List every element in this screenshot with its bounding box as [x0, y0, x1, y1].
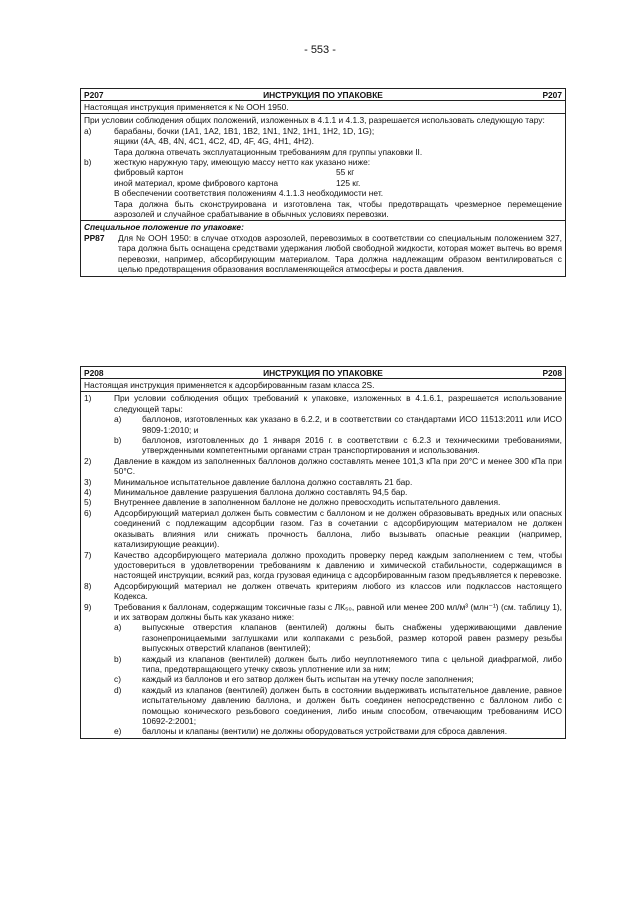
p208-item-number: 7) [84, 549, 92, 560]
p208-subitem-label: c) [114, 674, 121, 685]
p207-pp-code: PP87 [84, 232, 105, 243]
p208-subitem-label: e) [114, 726, 122, 737]
p208-item-number: 8) [84, 580, 92, 591]
p208-item-text: Давление в каждом из заполненных баллонов должно составлять менее 101,3 кПа при 20°С и менее 300 кПа при 50°С. [114, 455, 562, 477]
p207-intro: При условии соблюдения общих положений, изложенных в 4.1.1 и 4.1.3, разрешается использовать следующую тару: [84, 115, 545, 126]
p207-weight-2-label: иной материал, кроме фибрового картона [114, 177, 279, 188]
p208-item-text: Адсорбирующий материал должен быть совместим с баллоном и не должен образовывать вредных или опасных соединений с подлежащим адсорбции газом. Газ в сочетании с адсорбирующим материалом не должен оказывать влияния или снижать прочность баллона, либо вызывать опасные реакции (например, катализирующие реакции). [114, 507, 562, 550]
p208-item-number: 4) [84, 487, 92, 498]
p207-item-a-line1: барабаны, бочки (1A1, 1A2, 1B1, 1B2, 1N1, 1N2, 1H1, 1H2, 1D, 1G); [114, 125, 375, 136]
p207-item-b-line2: В обеспечении соответствия положениям 4.1.1.3 необходимости нет. [114, 188, 384, 199]
p207-item-b [84, 157, 562, 167]
p208-item-number: 9) [84, 601, 92, 612]
p207-weight-1-label: фибровый картон [114, 167, 184, 178]
p207-item-a-line3: Тара должна отвечать эксплуатационным требованиям для группы упаковки II. [114, 146, 423, 157]
p208-subitem-label: b) [114, 435, 122, 446]
p208-item-text: При условии соблюдения общих требований к упаковке, изложенных в 4.1.6.1, разрешается использование следующей тары: [114, 393, 562, 414]
p207-special-provision [84, 233, 562, 275]
p208-item [84, 456, 562, 477]
p207-weight-row-1 [84, 167, 562, 177]
p207-pp-text: Для № ООН 1950: в случае отходов аэрозолей, перевозимых в соответствии со специальным положением 327, тара должна быть оснащена средствами удержания любой свободной жидкости, которая может вытечь во время перевозки, например, абсорбирующим материалом. Тара должна надлежащим образом вентилироваться с целью предотвращения образования воспламеняющейся атмосферы и роста давления. [118, 232, 562, 275]
p208-item-number: 3) [84, 476, 92, 487]
p208-subitem-text: баллоны и клапаны (вентили) не должны оборудоваться устройствами для сброса давления. [142, 726, 508, 737]
p208-subitem-label: a) [114, 622, 122, 633]
p208-item-text: Минимальное давление разрушения баллона должно составлять 94,5 бар. [114, 487, 408, 498]
p208-code-left: P208 [84, 368, 104, 378]
p208-subitem [84, 674, 562, 684]
p208-subitem [84, 622, 562, 653]
p208-body-row [81, 392, 565, 737]
p208-item [84, 581, 562, 602]
p208-subitem [84, 654, 562, 675]
p208-header [81, 367, 565, 379]
p208-item-text: Требования к баллонам, содержащим токсичные газы с ЛК₅₀, равной или менее 200 мл/м³ (млн⁻¹) (см. таблицу 1), и их затворам должны быть как указано ниже: [114, 601, 562, 622]
p207-code-right: P207 [542, 90, 562, 100]
p208-subitem-text: каждый из клапанов (вентилей) должен быть в состоянии выдерживать испытательное давление, равное испытательному давлению баллона, и должен быть соединен непосредственно с баллоном либо с помощью конического резьбового соединения, либо иным способом, отвечающим требованиям ИСО 10692-2:2001; [142, 684, 562, 726]
p208-item-text: Минимальное испытательное давление баллона должно составлять 21 бар. [114, 476, 413, 487]
p208-subitem-text: каждый из клапанов (вентилей) должен быть либо неуплотняемого типа с цельной диафрагмой, либо типа, предотвращающего утечку сквозь уплотнение или за ним; [142, 653, 562, 674]
packing-instruction-p208 [80, 366, 566, 739]
p208-subitem-label: a) [114, 414, 122, 425]
p207-item-a-line2: ящики (4A, 4B, 4N, 4C1, 4C2, 4D, 4F, 4G, 4H1, 4H2). [114, 136, 314, 147]
p208-item-text: Адсорбирующий материал не должен отвечать критериям любого из классов или подклассов настоящего Кодекса. [114, 580, 562, 602]
p207-title: ИНСТРУКЦИЯ ПО УПАКОВКЕ [263, 90, 383, 100]
p208-subitem [84, 685, 562, 727]
p208-subitem [84, 435, 562, 456]
p207-applies-row: Настоящая инструкция применяется к № ООН 1950. [81, 101, 565, 114]
p207-item-b-label: b) [84, 157, 92, 168]
p208-subitem [84, 726, 562, 736]
p208-subitem-label: b) [114, 653, 122, 664]
p208-item [84, 508, 562, 550]
p208-applies-row: Настоящая инструкция применяется к адсорбированным газам класса 2S. [81, 379, 565, 392]
page-number: - 553 - [304, 44, 336, 56]
p208-item [84, 550, 562, 581]
p207-item-b-line3: Тара должна быть сконструирована и изготовлена так, чтобы предотвращать чрезмерное перемещение аэрозолей и случайное срабатывание в обычных условиях перевозки. [114, 198, 562, 220]
p207-item-b-line1: жесткую наружную тару, имеющую массу нетто как указано ниже: [114, 157, 371, 168]
p207-item-a-label: a) [84, 125, 92, 136]
p207-item-a [84, 126, 562, 136]
p207-code-left: P207 [84, 90, 104, 100]
p208-subitem-text: баллонов, изготовленных как указано в 6.2.2, и в соответствии со стандартами ИСО 11513:2011 или ИСО 9809-1:2010; и [142, 414, 562, 435]
p208-code-right: P208 [542, 368, 562, 378]
p208-item-number: 6) [84, 507, 92, 518]
p208-item [84, 497, 562, 507]
p207-weight-row-2 [84, 178, 562, 188]
p207-weight-2-value: 125 кг. [336, 177, 361, 188]
p207-body-row [81, 114, 565, 221]
p207-special-heading: Специальное положение по упаковке: [84, 222, 244, 233]
p208-item [84, 602, 562, 623]
packing-instruction-p207 [80, 88, 566, 277]
p208-subitem [84, 414, 562, 435]
p207-special-row [81, 221, 565, 275]
p207-header [81, 89, 565, 101]
p207-weight-1-value: 55 кг [336, 167, 355, 178]
p208-item [84, 393, 562, 414]
p208-item-text: Качество адсорбирующего материала должно проходить проверку перед каждым заполнением с тем, чтобы удостовериться в удовлетворении требованиям к давлению и химической стабильности, содержащимся в настоящей инструкции, всякий раз, когда грузовая единица с адсорбированным газом предъявляется к перевозке. [114, 549, 562, 581]
p208-item [84, 487, 562, 497]
p208-subitem-text: каждый из баллонов и его затвор должен быть испытан на утечку после заполнения; [142, 674, 474, 685]
p208-item-number: 1) [84, 393, 92, 404]
p208-title: ИНСТРУКЦИЯ ПО УПАКОВКЕ [263, 368, 383, 378]
p208-subitem-text: баллонов, изготовленных до 1 января 2016 г. в соответствии с 6.2.3 и техническими требованиями, утвержденными компетентными органами стран транспортирования и использования. [142, 435, 562, 456]
p208-subitem-text: выпускные отверстия клапанов (вентилей) должны быть снабжены удерживающими давление газонепроницаемыми заглушками или колпаками с резьбой, размер которой равен размеру резьбы выпускных отверстий клапанов (вентилей); [142, 622, 562, 654]
p208-item-number: 5) [84, 497, 92, 508]
p208-item-number: 2) [84, 455, 92, 466]
p208-subitem-label: d) [114, 684, 122, 695]
p208-item-text: Внутреннее давление в заполненном баллоне не должно превосходить испытательного давления. [114, 497, 501, 508]
p208-item [84, 477, 562, 487]
